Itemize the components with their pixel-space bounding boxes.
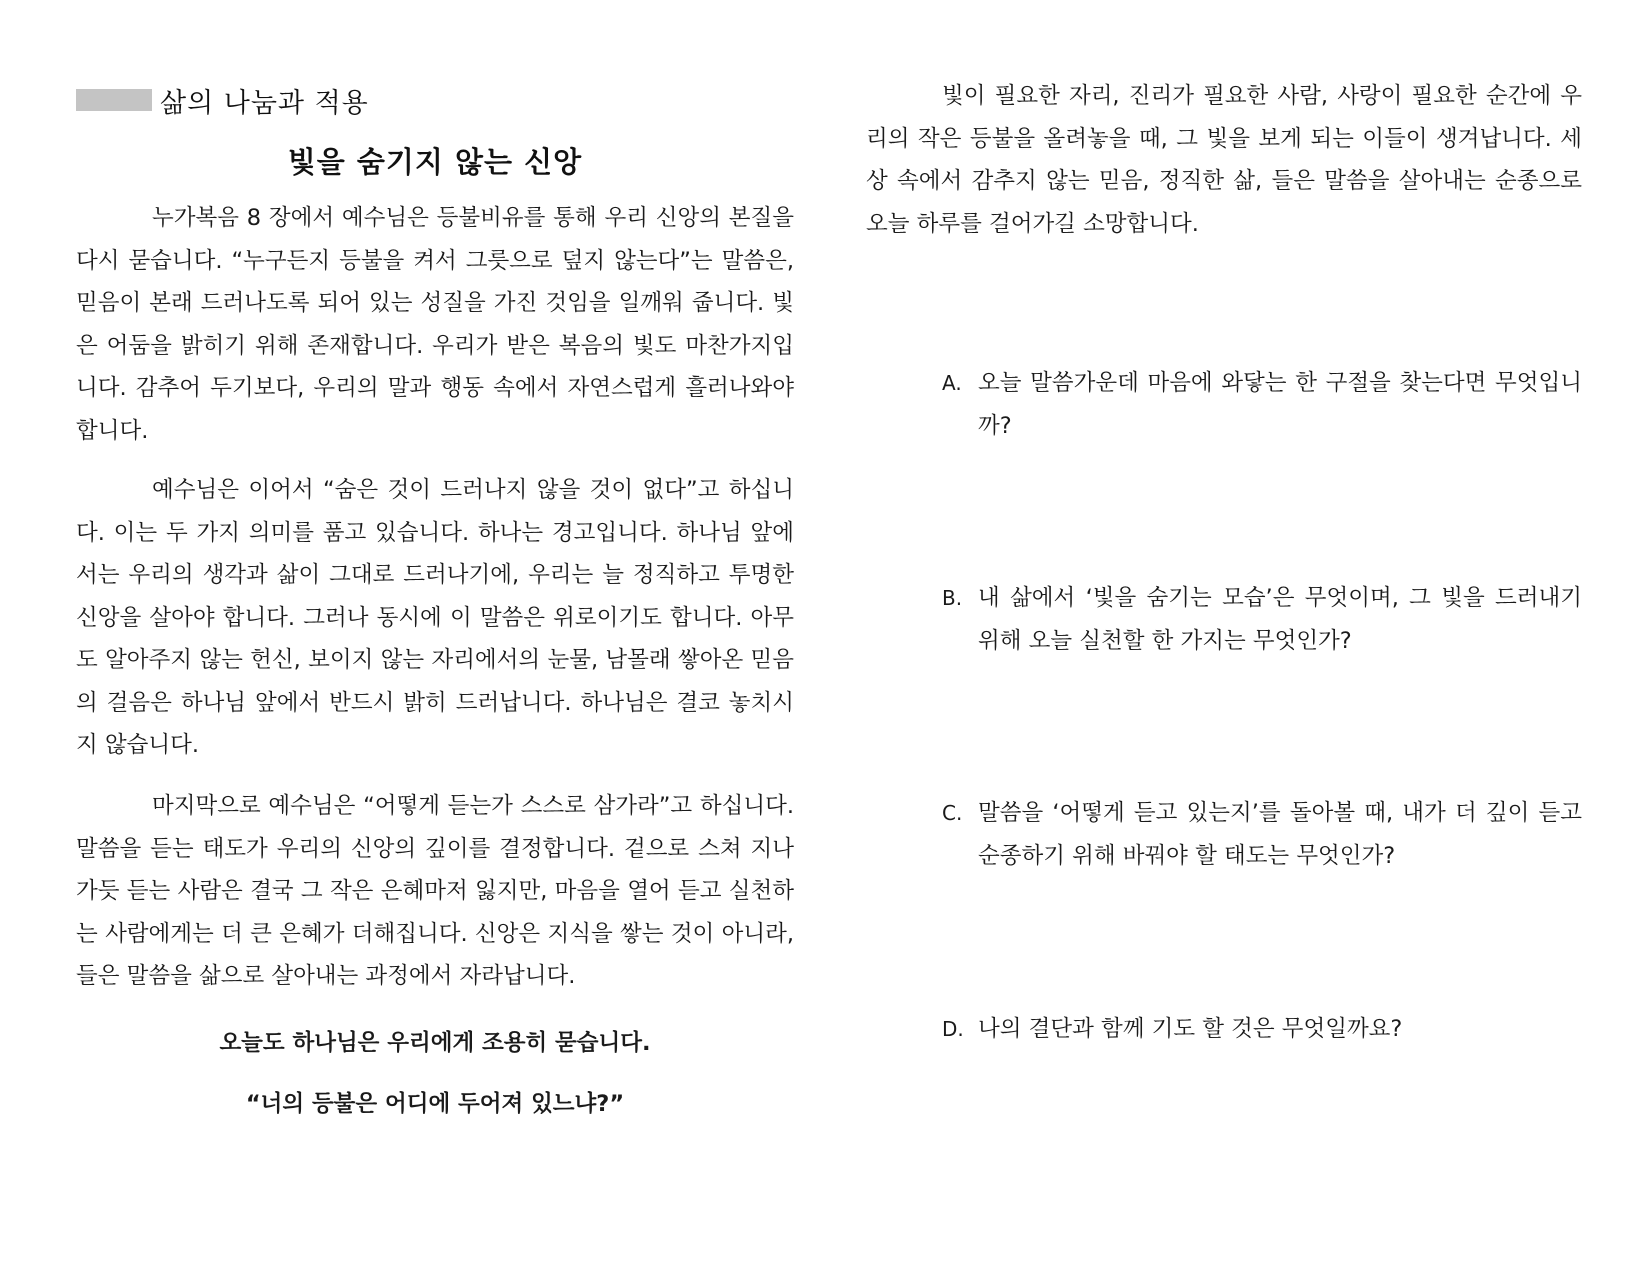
question-d xyxy=(942,1008,1582,1051)
question-c xyxy=(942,792,1582,877)
body-paragraph-1: 누가복음 8 장에서 예수님은 등불비유를 통해 우리 신앙의 본질을 다시 묻습니다. “누구든지 등불을 켜서 그릇으로 덮지 않는다”는 말씀은, 믿음이 본래 드러나도록 되어 있는 성질을 가진 것임을 일깨워 줍니다. 빛은 어둠을 밝히기 위해 존재합니다. 우리가 받은 복음의 빛도 마찬가지입니다. 감추어 두기보다, 우리의 말과 행동 속에서 자연스럽게 흘러나와야 합니다. xyxy=(76,205,794,444)
article-title: 빛을 숨기지 않는 신앙 xyxy=(287,145,583,179)
question-marker: A. xyxy=(942,371,962,395)
question-text: 나의 결단과 함께 기도 할 것은 무엇일까요? xyxy=(978,1016,1403,1042)
question-b xyxy=(942,577,1582,662)
question-a xyxy=(942,362,1582,447)
closing-line: 오늘도 하나님은 우리에게 조용히 묻습니다. xyxy=(219,1030,651,1056)
section-header-bar xyxy=(76,89,152,111)
closing-question: “너의 등불은 어디에 두어져 있느냐?” xyxy=(245,1091,625,1117)
body-paragraph-2: 예수님은 이어서 “숨은 것이 드러나지 않을 것이 없다”고 하십니다. 이는 두 가지 의미를 품고 있습니다. 하나는 경고입니다. 하나님 앞에서는 우리의 생각과 삶이 그대로 드러나기에, 우리는 늘 정직하고 투명한 신앙을 살아야 합니다. 그러나 동시에 이 말씀은 위로이기도 합니다. 아무도 알아주지 않는 헌신, 보이지 않는 자리에서의 눈물, 남몰래 쌓아온 믿음의 걸음은 하나님 앞에서 반드시 밝히 드러납니다. 하나님은 결코 놓치시지 않습니다. xyxy=(76,477,794,758)
question-marker: D. xyxy=(942,1017,964,1041)
question-marker: C. xyxy=(942,801,963,825)
question-text: 내 삶에서 ‘빛을 숨기는 모습’은 무엇이며, 그 빛을 드러내기 위해 오늘 실천할 한 가지는 무엇인가? xyxy=(978,585,1582,654)
body-paragraph-3: 마지막으로 예수님은 “어떻게 듣는가 스스로 삼가라”고 하십니다. 말씀을 듣는 태도가 우리의 신앙의 깊이를 결정합니다. 겉으로 스쳐 지나가듯 듣는 사람은 결국 그 작은 은혜마저 잃지만, 마음을 열어 듣고 실천하는 사람에게는 더 큰 은혜가 더해집니다. 신앙은 지식을 쌓는 것이 아니라, 들은 말씀을 삶으로 살아내는 과정에서 자라납니다. xyxy=(76,793,794,989)
question-text: 오늘 말씀가운데 마음에 와닿는 한 구절을 찾는다면 무엇입니까? xyxy=(978,370,1582,439)
question-text: 말씀을 ‘어떻게 듣고 있는지’를 돌아볼 때, 내가 더 깊이 듣고 순종하기 위해 바꿔야 할 태도는 무엇인가? xyxy=(978,800,1582,869)
question-marker: B. xyxy=(942,586,963,610)
section-title: 삶의 나눔과 적용 xyxy=(160,87,369,119)
section-header xyxy=(76,80,369,120)
intro-paragraph: 빛이 필요한 자리, 진리가 필요한 사람, 사랑이 필요한 순간에 우리의 작은 등불을 올려놓을 때, 그 빛을 보게 되는 이들이 생겨납니다. 세상 속에서 감추지 않는 믿음, 정직한 삶, 들은 말씀을 살아내는 순종으로 오늘 하루를 걸어가길 소망합니다. xyxy=(866,83,1582,237)
